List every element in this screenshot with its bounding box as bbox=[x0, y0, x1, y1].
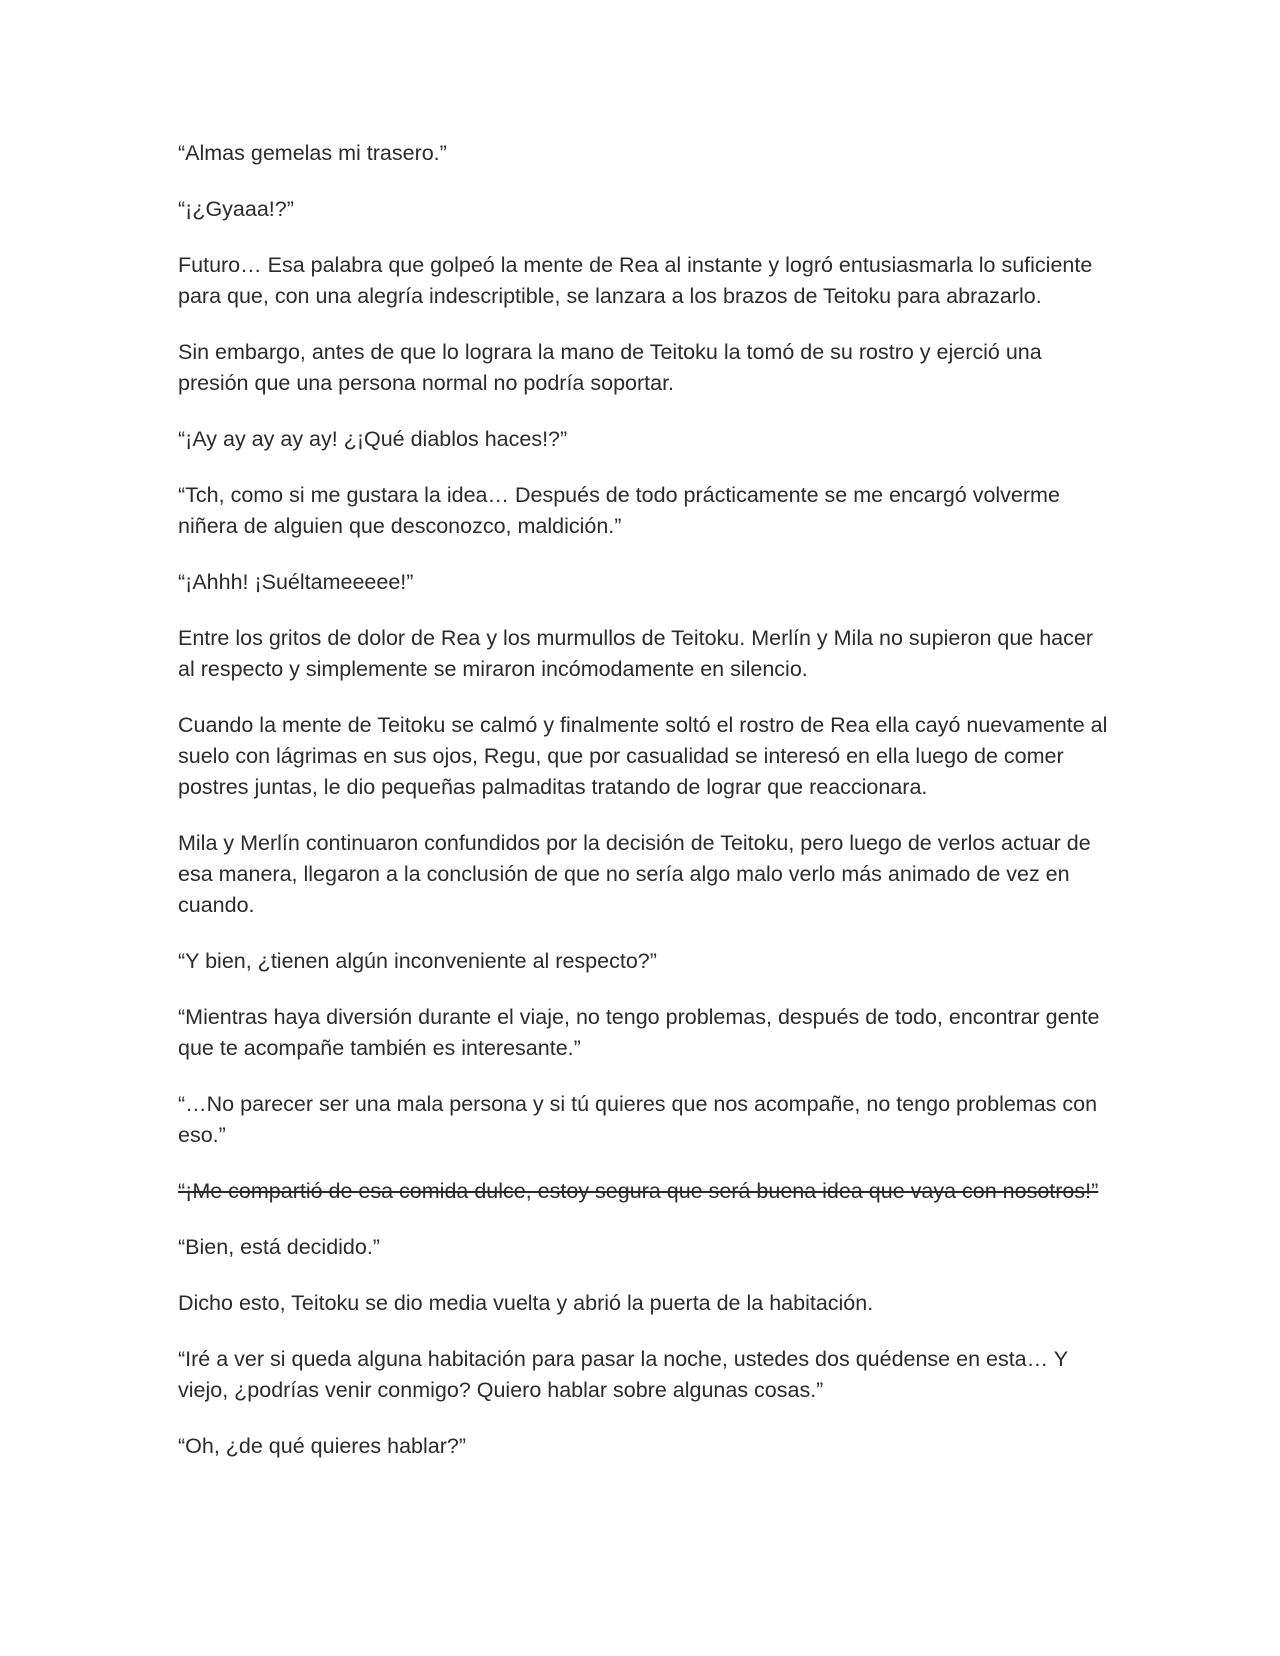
paragraph: “Mientras haya diversión durante el viaje, no tengo problemas, después de todo, encontrar gente que te acompañe también es interesante.” bbox=[178, 1005, 1100, 1060]
paragraph: Futuro… Esa palabra que golpeó la mente de Rea al instante y logró entusiasmarla lo suficiente para que, con una alegría indescriptible, se lanzara a los brazos de Teitoku para abrazarlo. bbox=[178, 253, 1093, 308]
paragraph: Entre los gritos de dolor de Rea y los murmullos de Teitoku. Merlín y Mila no supieron que hacer al respecto y simplemente se miraron incómodamente en silencio. bbox=[178, 626, 1093, 681]
paragraph: “…No parecer ser una mala persona y si tú quieres que nos acompañe, no tengo problemas con eso.” bbox=[178, 1092, 1098, 1147]
paragraph: “Bien, está decidido.” bbox=[178, 1235, 380, 1259]
paragraph: “Oh, ¿de qué quieres hablar?” bbox=[178, 1434, 467, 1458]
paragraph: Dicho esto, Teitoku se dio media vuelta y abrió la puerta de la habitación. bbox=[178, 1291, 874, 1315]
paragraph: “¡¿Gyaaa!?” bbox=[178, 197, 294, 221]
paragraph: “¡Ahhh! ¡Suéltameeeee!” bbox=[178, 570, 414, 594]
paragraph: Mila y Merlín continuaron confundidos por la decisión de Teitoku, pero luego de verlos actuar de esa manera, llegaron a la conclusión de que no sería algo malo verlo más animado de vez en cuando. bbox=[178, 831, 1091, 917]
paragraph: “Iré a ver si queda alguna habitación para pasar la noche, ustedes dos quédense en esta… Y viejo, ¿podrías venir conmigo? Quiero hablar sobre algunas cosas.” bbox=[178, 1347, 1068, 1402]
strikethrough-paragraph: “¡Me compartió de esa comida dulce, estoy segura que será buena idea que vaya con nosotros!” bbox=[178, 1179, 1099, 1203]
paragraph: “¡Ay ay ay ay ay! ¿¡Qué diablos haces!?” bbox=[178, 427, 568, 451]
document-page bbox=[178, 138, 1108, 1487]
paragraph: “Almas gemelas mi trasero.” bbox=[178, 141, 447, 165]
paragraph: “Tch, como si me gustara la idea… Después de todo prácticamente se me encargó volverme niñera de alguien que desconozco, maldición.” bbox=[178, 483, 1060, 538]
paragraph: Sin embargo, antes de que lo lograra la mano de Teitoku la tomó de su rostro y ejerció una presión que una persona normal no podría soportar. bbox=[178, 340, 1042, 395]
paragraph: “Y bien, ¿tienen algún inconveniente al respecto?” bbox=[178, 949, 657, 973]
paragraph: Cuando la mente de Teitoku se calmó y finalmente soltó el rostro de Rea ella cayó nuevamente al suelo con lágrimas en sus ojos, Regu, que por casualidad se interesó en ella luego de comer postres juntas, le dio pequeñas palmaditas tratando de lograr que reaccionara. bbox=[178, 713, 1108, 799]
